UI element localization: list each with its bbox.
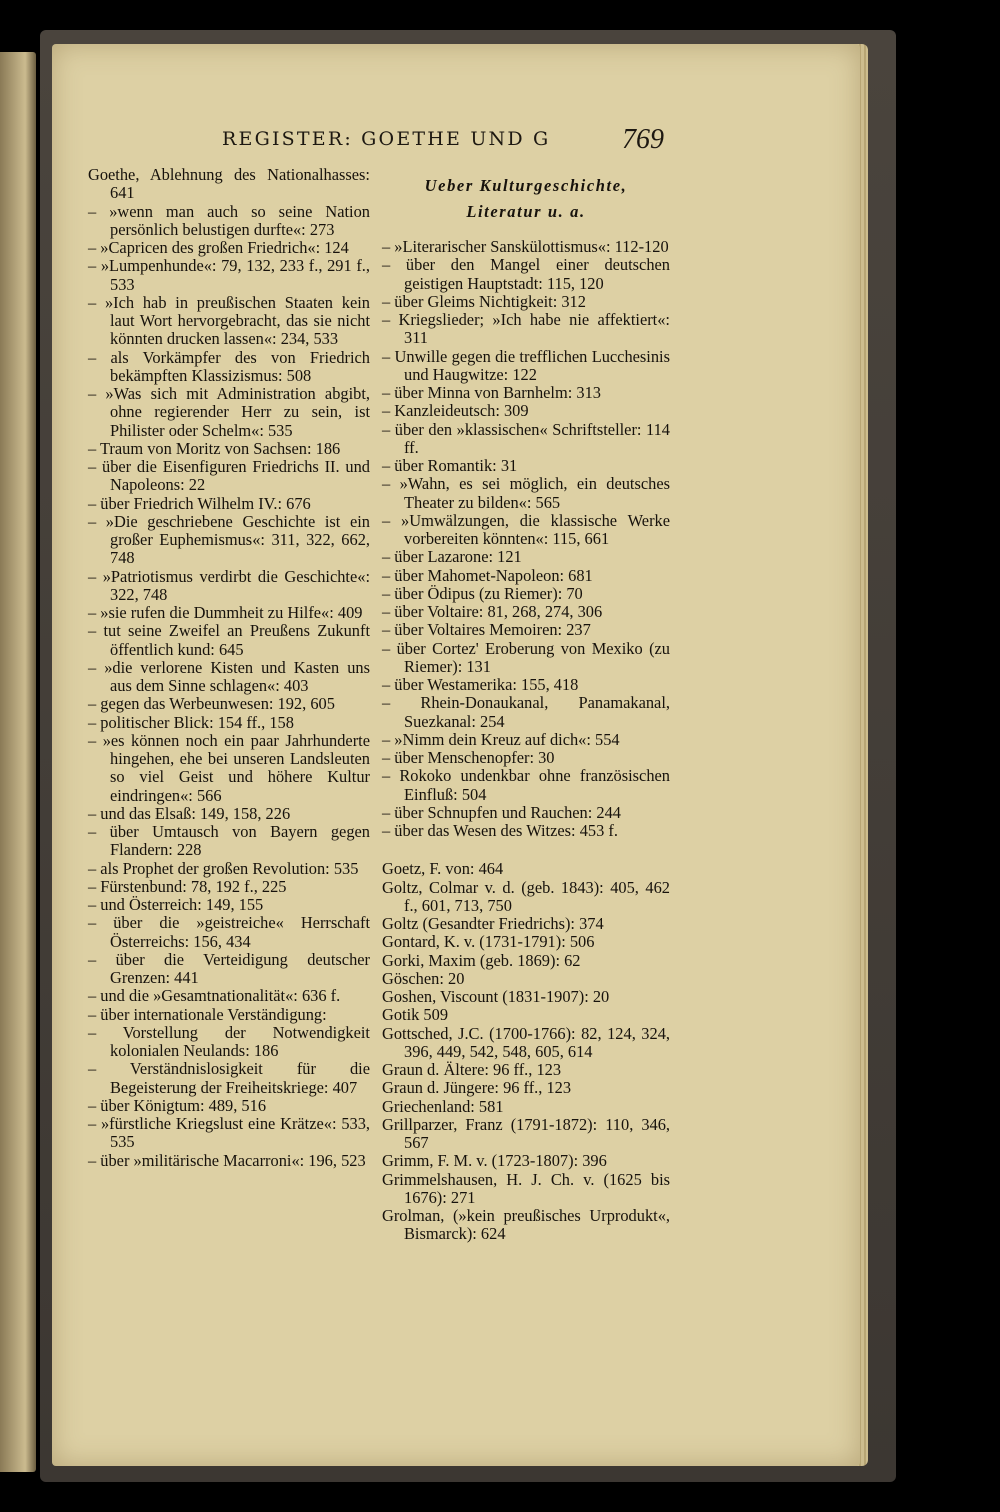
index-subentry: – Verständnislosigkeit für die Begeisterung der Freiheitskriege: 407 xyxy=(88,1059,370,1097)
index-entry: Grimm, F. M. v. (1723-1807): 396 xyxy=(382,1151,607,1171)
index-entry: Goltz, Colmar v. d. (geb. 1843): 405, 462 f., 601, 713, 750 xyxy=(382,877,670,915)
index-entry: Gotik 509 xyxy=(382,1005,449,1025)
index-subentry: – »Die geschriebene Geschichte ist ein großer Euphemismus«: 311, 322, 662, 748 xyxy=(88,511,370,568)
index-subentry: – Rhein-Donaukanal, Panamakanal, Suezkanal: 254 xyxy=(382,693,670,731)
index-subentry: – über Voltaires Memoiren: 237 xyxy=(382,620,591,640)
section-gap xyxy=(382,840,670,860)
index-subentry: – über internationale Verständigung: xyxy=(88,1004,327,1024)
index-subentry: – Unwille gegen die trefflichen Lucchesinis und Haugwitze: 122 xyxy=(382,346,670,384)
running-header: REGISTER: GOETHE UND G xyxy=(222,128,551,150)
index-subentry: – Kanzleideutsch: 309 xyxy=(382,401,529,421)
index-entry: Göschen: 20 xyxy=(382,968,465,988)
index-entry: Goshen, Viscount (1831-1907): 20 xyxy=(382,987,610,1006)
index-subentry: – und die »Gesamtnationalität«: 636 f. xyxy=(88,986,341,1006)
index-subentry: – gegen das Werbeunwesen: 192, 605 xyxy=(88,694,335,714)
page-number: 769 xyxy=(622,124,664,155)
index-subentry: – über Königtum: 489, 516 xyxy=(88,1095,267,1115)
index-subentry: – über die Eisenfiguren Friedrichs II. und Napoleons: 22 xyxy=(88,457,370,495)
index-subentry: – und Österreich: 149, 155 xyxy=(88,895,264,914)
section-subtitle: Literatur u. a. xyxy=(466,202,586,221)
left-page-edge xyxy=(0,52,36,1472)
left-column xyxy=(88,166,370,1170)
index-subentry: – über Romantik: 31 xyxy=(382,456,518,475)
index-subentry: – über das Wesen des Witzes: 453 f. xyxy=(382,821,618,840)
index-subentry: – »Patriotismus verdirbt die Geschichte«: 322, 748 xyxy=(88,566,370,604)
index-subentry: – über die Verteidigung deutscher Grenzen: 441 xyxy=(88,949,370,987)
index-subentry: – »Nimm dein Kreuz auf dich«: 554 xyxy=(382,729,620,749)
index-subentry: – politischer Blick: 154 ff., 158 xyxy=(88,712,294,732)
index-entry: Gontard, K. v. (1731-1791): 506 xyxy=(382,932,595,952)
index-subentry: – Kriegslieder; »Ich habe nie affektiert«: 311 xyxy=(382,310,670,348)
index-entry: Griechenland: 581 xyxy=(382,1096,504,1116)
index-subentry: – als Prophet der großen Revolution: 535 xyxy=(88,858,359,878)
index-subentry: – über Westamerika: 155, 418 xyxy=(382,675,579,694)
index-subentry: – über Friedrich Wilhelm IV.: 676 xyxy=(88,493,311,513)
index-entry: Gottsched, J.C. (1700-1766): 82, 124, 324, 396, 449, 542, 548, 605, 614 xyxy=(382,1023,670,1061)
index-entry: Goethe, Ablehnung des Nationalhasses: 641 xyxy=(88,165,370,203)
index-entry: Grimmelshausen, H. J. Ch. v. (1625 bis 1676): 271 xyxy=(382,1169,670,1207)
index-subentry: – über den Mangel einer deutschen geistigen Hauptstadt: 115, 120 xyxy=(382,255,670,293)
right-column xyxy=(382,174,670,1244)
index-subentry: – über Menschenopfer: 30 xyxy=(382,748,555,767)
index-subentry: – »Umwälzungen, die klassische Werke vorbereiten könnten«: 115, 661 xyxy=(382,510,670,548)
index-subentry: – über »militärische Macarroni«: 196, 523 xyxy=(88,1150,366,1170)
index-subentry: – über Minna von Barnhelm: 313 xyxy=(382,383,601,402)
index-subentry: – »die verlorene Kisten und Kasten uns aus dem Sinne schlagen«: 403 xyxy=(88,657,370,695)
index-subentry: – Vorstellung der Notwendigkeit kolonialen Neulands: 186 xyxy=(88,1022,370,1060)
index-subentry: – über Mahomet-Napoleon: 681 xyxy=(382,565,593,585)
index-subentry: – als Vorkämpfer des von Friedrich bekämpften Klassizismus: 508 xyxy=(88,347,370,385)
index-subentry: – Rokoko undenkbar ohne französischen Einfluß: 504 xyxy=(382,766,670,804)
index-subentry: – »Capricen des großen Friedrich«: 124 xyxy=(88,238,349,257)
index-entry: Graun d. Ältere: 96 ff., 123 xyxy=(382,1060,562,1079)
index-subentry: – »sie rufen die Dummheit zu Hilfe«: 409 xyxy=(88,603,363,622)
section-title: Ueber Kulturgeschichte, xyxy=(424,176,628,195)
index-subentry: – »Lumpenhunde«: 79, 132, 233 f., 291 f., 533 xyxy=(88,256,370,294)
index-entry: Goetz, F. von: 464 xyxy=(382,859,504,879)
index-subentry: – über Umtausch von Bayern gegen Flandern: 228 xyxy=(88,822,370,860)
index-subentry: – Traum von Moritz von Sachsen: 186 xyxy=(88,438,341,458)
index-subentry: – über Lazarone: 121 xyxy=(382,547,522,567)
index-subentry: – »wenn man auch so seine Nation persönlich belustigen durfte«: 273 xyxy=(88,201,370,239)
index-entry: Gorki, Maxim (geb. 1869): 62 xyxy=(382,950,581,970)
index-subentry: – über Gleims Nichtigkeit: 312 xyxy=(382,291,586,311)
index-entry: Grillparzer, Franz (1791-1872): 110, 346, 567 xyxy=(382,1114,670,1152)
index-subentry: – »Ich hab in preußischen Staaten kein laut Wort hervorgebracht, das sie nicht könnten drucken lassen«: 234, 533 xyxy=(88,292,370,349)
index-subentry: – über Cortez' Eroberung von Mexiko (zu Riemer): 131 xyxy=(382,638,670,676)
index-subentry: – über Ödipus (zu Riemer): 70 xyxy=(382,583,583,603)
index-subentry: – Fürstenbund: 78, 192 f., 225 xyxy=(88,876,287,896)
index-subentry: – »Literarischer Sanskülottismus«: 112-120 xyxy=(382,237,669,256)
index-subentry: – über den »klassischen« Schriftsteller: 114 ff. xyxy=(382,419,670,457)
index-subentry: – »es können noch ein paar Jahrhunderte hingehen, ehe bei unseren Landsleuten so viel Geist und höhere Kultur eindringen«: 566 xyxy=(88,730,370,805)
index-subentry: – tut seine Zweifel an Preußens Zukunft öffentlich kund: 645 xyxy=(88,621,370,659)
index-subentry: – über die »geistreiche« Herrschaft Österreichs: 156, 434 xyxy=(88,913,370,951)
index-subentry: – und das Elsaß: 149, 158, 226 xyxy=(88,803,291,823)
index-entry: Grolman, (»kein preußisches Urprodukt«, Bismarck): 624 xyxy=(382,1206,670,1244)
index-subentry: – »Was sich mit Administration abgibt, ohne regierender Herr zu sein, ist Philister oder Schelm«: 535 xyxy=(88,384,370,440)
index-subentry: – »Wahn, es sei möglich, ein deutsches Theater zu bilden«: 565 xyxy=(382,474,670,512)
index-subentry: – »fürstliche Kriegslust eine Krätze«: 533, 535 xyxy=(88,1114,370,1152)
index-entry: Graun d. Jüngere: 96 ff., 123 xyxy=(382,1078,572,1098)
index-entry: Goltz (Gesandter Friedrichs): 374 xyxy=(382,914,604,933)
index-subentry: – über Voltaire: 81, 268, 274, 306 xyxy=(382,602,603,621)
index-subentry: – über Schnupfen und Rauchen: 244 xyxy=(382,802,621,822)
